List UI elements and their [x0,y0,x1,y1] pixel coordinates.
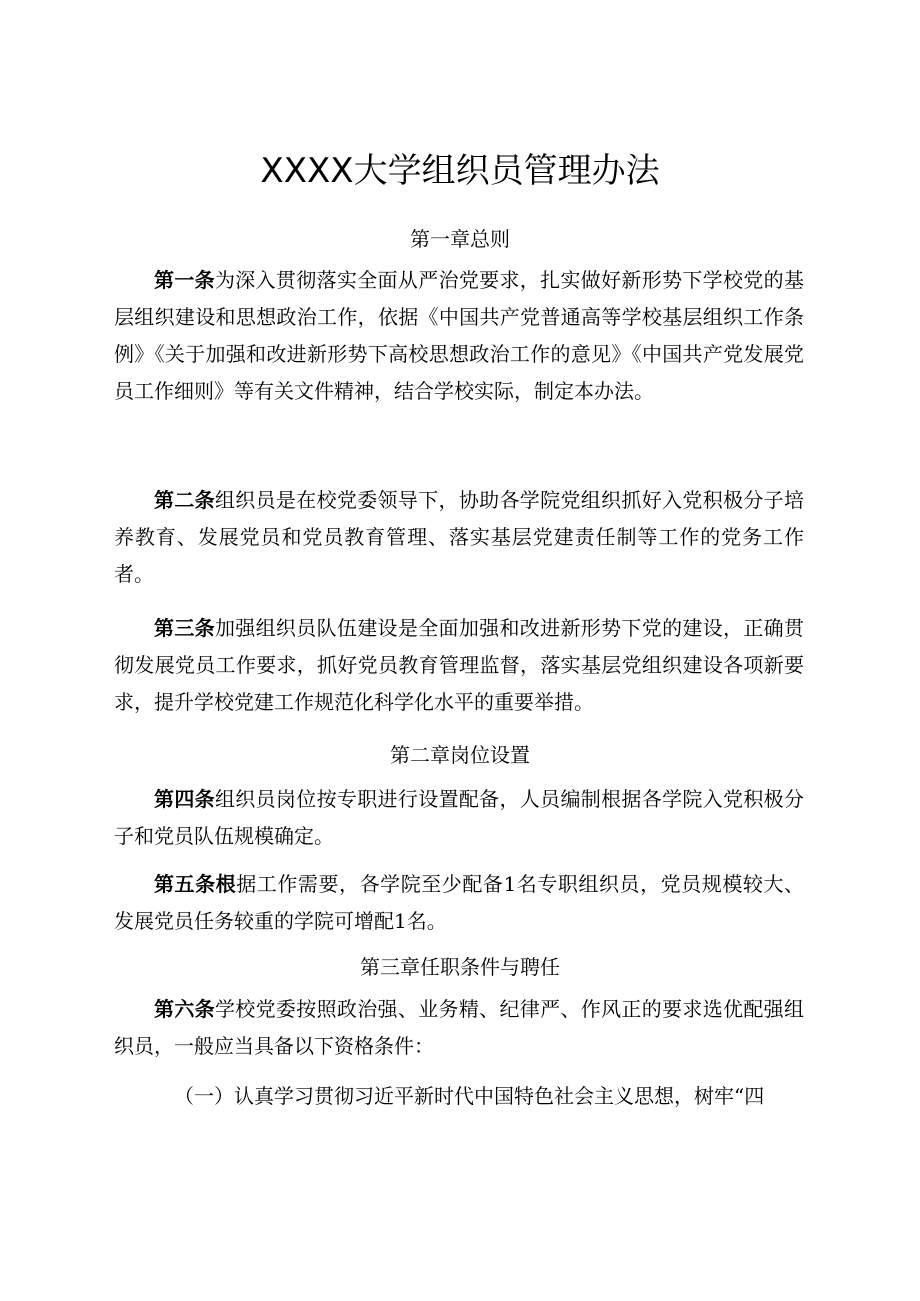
chapter-heading-3: 第三章任职条件与聘任 [360,955,560,979]
article-4 [114,781,804,855]
chapter-heading-1: 第一章总则 [410,227,510,251]
list-item: （一）认真学习贯彻习近平新时代中国特色社会主义思想，树牢“四 [174,1084,765,1108]
article-label: 第一条 [154,268,215,292]
article-label: 第六条 [154,997,215,1021]
article-6 [114,991,804,1065]
article-2 [114,482,804,593]
document-title: XXXX大学组织员管理办法 [260,151,660,191]
article-label: 第三条 [154,616,215,640]
article-label: 第二条 [154,488,215,512]
article-5 [114,866,804,940]
article-label: 第五条根 [154,872,237,896]
article-text: 加强组织员队伍建设是全面加强和改进新形势下党的建设，正确贯彻发展党员工作要求，抓好党员教育管理监督，落实基层党组织建设各项新要求，提升学校党建工作规范化科学化水平的重要举措。 [114,616,805,714]
article-text: 组织员是在校党委领导下，协助各学院党组织抓好入党积极分子培养教育、发展党员和党员教育管理、落实基层党建责任制等工作的党务工作者。 [114,488,805,586]
article-label: 第四条 [154,787,215,811]
article-1 [114,262,804,410]
article-text: 学校党委按照政治强、业务精、纪律严、作风正的要求选优配强组织员，一般应当具备以下资格条件： [114,997,805,1058]
article-3 [114,610,804,721]
chapter-heading-2: 第二章岗位设置 [390,743,530,767]
article-text: 为深入贯彻落实全面从严治党要求，扎实做好新形势下学校党的基层组织建设和思想政治工作，依据《中国共产党普通高等学校基层组织工作条例》《关于加强和改进新形势下高校思想政治工作的意见》《中国共产党发展党员工作细则》等有关文件精神，结合学校实际，制定本办法。 [114,268,805,403]
article-text: 组织员岗位按专职进行设置配备，人员编制根据各学院入党积极分子和党员队伍规模确定。 [114,787,805,848]
article-text: 据工作需要，各学院至少配备1名专职组织员，党员规模较大、发展党员任务较重的学院可增配1名。 [114,872,804,933]
